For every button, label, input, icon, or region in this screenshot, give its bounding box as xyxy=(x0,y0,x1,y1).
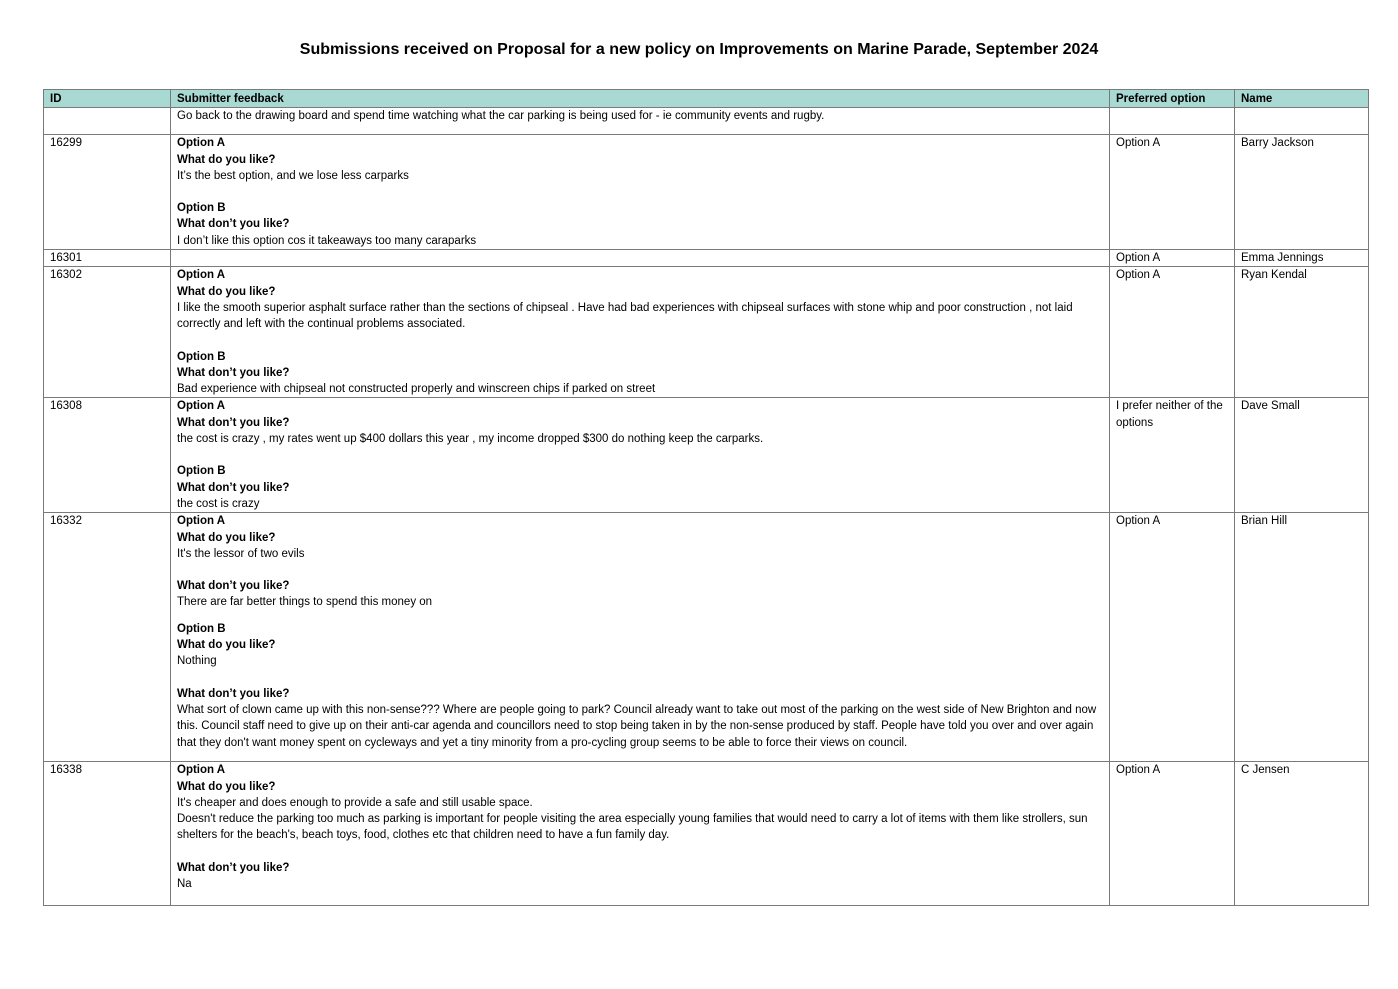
submission-id: 16308 xyxy=(44,398,171,513)
preferred-option: Option A xyxy=(1110,513,1235,762)
submitter-name: Ryan Kendal xyxy=(1235,267,1369,398)
submitter-name: Brian Hill xyxy=(1235,513,1369,762)
feedback-text: I like the smooth superior asphalt surface rather than the sections of chipseal . Have had bad experiences with chipseal surfaces with stone whip and poor construction , not laid correctly and left with the continual problems associated. xyxy=(177,301,1073,331)
feedback-text: It’s the best option, and we lose less carparks xyxy=(177,169,409,182)
submission-id: 16301 xyxy=(44,250,171,267)
option-heading: Option A xyxy=(177,400,226,413)
submitter-feedback xyxy=(171,135,1110,250)
option-heading: Option A xyxy=(177,137,226,150)
table-row xyxy=(44,267,1369,398)
question-heading: What don’t you like? xyxy=(177,580,290,593)
question-heading: What don’t you like? xyxy=(177,218,290,231)
option-heading: Option A xyxy=(177,269,226,282)
option-heading: Option B xyxy=(177,202,226,215)
question-heading: What don’t you like? xyxy=(177,366,290,379)
question-heading: What do you like? xyxy=(177,285,276,298)
preferred-option: Option A xyxy=(1110,135,1235,250)
submitter-name xyxy=(1235,108,1369,135)
table-row xyxy=(44,762,1369,906)
feedback-text: Doesn't reduce the parking too much as parking is important for people visiting the area especially young families that would need to carry a lot of items with them like strollers, sun shelters for the beach's, beach toys, food, clothes etc that children need to have a fun family day. xyxy=(177,813,1088,842)
page-title: Submissions received on Proposal for a new policy on Improvements on Marine Parade, September 2024 xyxy=(299,41,1099,58)
submitter-name: Barry Jackson xyxy=(1235,135,1369,250)
submissions-table xyxy=(43,89,1369,906)
table-row xyxy=(44,398,1369,513)
option-heading: Option A xyxy=(177,764,226,777)
question-heading: What don’t you like? xyxy=(177,861,290,874)
submitter-name: Emma Jennings xyxy=(1235,250,1369,267)
table-row xyxy=(44,135,1369,250)
submission-id: 16299 xyxy=(44,135,171,250)
table-row xyxy=(44,513,1369,762)
question-heading: What don’t you like? xyxy=(177,416,290,429)
submitter-name: Dave Small xyxy=(1235,398,1369,513)
column-header-name: Name xyxy=(1235,90,1369,108)
feedback-text: the cost is crazy xyxy=(177,497,260,510)
submitter-feedback xyxy=(171,513,1110,762)
table-row xyxy=(44,108,1369,135)
submission-id: 16302 xyxy=(44,267,171,398)
question-heading: What do you like? xyxy=(177,531,276,544)
feedback-text: It's cheaper and does enough to provide a safe and still usable space. xyxy=(177,796,533,809)
submitter-feedback xyxy=(171,250,1110,267)
table-row xyxy=(44,250,1369,267)
feedback-text: What sort of clown came up with this non-sense??? Where are people going to park? Council already want to take out most of the parking on the west side of New Brighton and now this. Council staff need to give up on their anti-car agenda and councillors need to stop being taken in by the non-sense produced by staff. People have told you over and over again that they don't want money spent on cycleways and yet a tiny minority from a pro-cycling group seems to be able to force their views on council. xyxy=(177,703,1097,749)
column-header-feedback: Submitter feedback xyxy=(171,90,1110,108)
feedback-text: Na xyxy=(177,878,192,891)
option-heading: Option B xyxy=(177,465,226,478)
preferred-option: I prefer neither of the options xyxy=(1110,398,1235,513)
preferred-option: Option A xyxy=(1110,762,1235,906)
column-header-preferred-option: Preferred option xyxy=(1110,90,1235,108)
question-heading: What do you like? xyxy=(177,780,276,793)
feedback-text: the cost is crazy , my rates went up $400 dollars this year , my income dropped $300 do nothing keep the carparks. xyxy=(177,433,764,446)
option-heading: Option B xyxy=(177,622,226,635)
submitter-name: C Jensen xyxy=(1235,762,1369,906)
feedback-text: Bad experience with chipseal not constructed properly and winscreen chips if parked on street xyxy=(177,383,656,396)
submitter-feedback xyxy=(171,762,1110,906)
submission-id xyxy=(44,108,171,135)
column-header-id: ID xyxy=(44,90,171,108)
question-heading: What don’t you like? xyxy=(177,687,290,700)
option-heading: Option B xyxy=(177,350,226,363)
submission-id: 16338 xyxy=(44,762,171,906)
submission-id: 16332 xyxy=(44,513,171,762)
feedback-text: It's the lessor of two evils xyxy=(177,547,305,560)
question-heading: What do you like? xyxy=(177,153,276,166)
preferred-option: Option A xyxy=(1110,267,1235,398)
feedback-text: Go back to the drawing board and spend time watching what the car parking is being used for - ie community events and rugby. xyxy=(177,110,825,123)
submitter-feedback xyxy=(171,108,1110,135)
table-header-row xyxy=(44,90,1369,108)
preferred-option: Option A xyxy=(1110,250,1235,267)
option-heading: Option A xyxy=(177,515,226,528)
feedback-text: I don’t like this option cos it takeaways too many caraparks xyxy=(177,234,477,247)
feedback-text: There are far better things to spend this money on xyxy=(177,596,433,609)
preferred-option xyxy=(1110,108,1235,135)
submitter-feedback xyxy=(171,398,1110,513)
submitter-feedback xyxy=(171,267,1110,398)
question-heading: What do you like? xyxy=(177,639,276,652)
question-heading: What don’t you like? xyxy=(177,481,290,494)
feedback-text: Nothing xyxy=(177,655,217,668)
